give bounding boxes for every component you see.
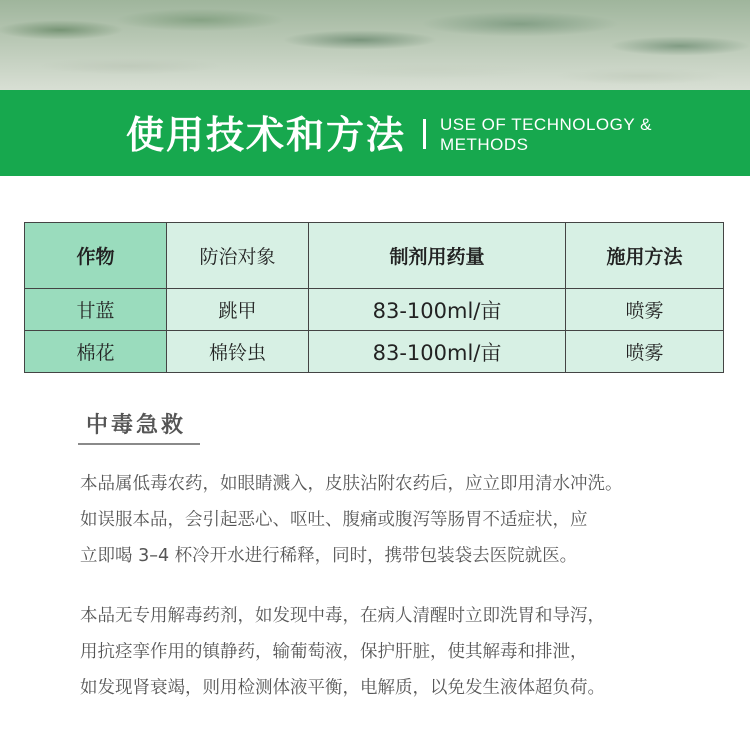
page-subtitle — [440, 115, 700, 155]
cell-method: 喷雾 — [566, 289, 724, 331]
header-dosage: 制剂用药量 — [309, 223, 566, 289]
cell-target: 跳甲 — [167, 289, 309, 331]
treatment-paragraph — [80, 598, 700, 706]
page-title: 使用技术和方法 — [126, 113, 407, 157]
subtitle-line: USE OF TECHNOLOGY & — [440, 115, 652, 134]
cell-dosage: 83-100ml/亩 — [309, 289, 566, 331]
paragraph-line: 本品属低毒农药，如眼睛溅入，皮肤沾附农药后，应立即用清水冲洗。 — [80, 474, 623, 494]
table-row — [25, 331, 724, 373]
cell-target: 棉铃虫 — [167, 331, 309, 373]
paragraph-line: 本品无专用解毒药剂，如发现中毒，在病人清醒时立即洗胃和导泻， — [80, 606, 605, 626]
cell-method: 喷雾 — [566, 331, 724, 373]
header-target: 防治对象 — [167, 223, 309, 289]
table-row — [25, 289, 724, 331]
subtitle-line: METHODS — [440, 135, 529, 154]
paragraph-line: 用抗痉挛作用的镇静药，输葡萄液，保护肝脏，使其解毒和排泄， — [80, 642, 588, 662]
first-aid-paragraph — [80, 466, 700, 574]
header-method: 施用方法 — [566, 223, 724, 289]
header-crop: 作物 — [25, 223, 167, 289]
first-aid-title: 中毒急救 — [86, 413, 187, 438]
title-underline — [78, 443, 200, 445]
header-photo — [0, 0, 750, 90]
cell-dosage: 83-100ml/亩 — [309, 331, 566, 373]
title-divider — [423, 119, 426, 149]
paragraph-line: 如误服本品，会引起恶心、呕吐、腹痛或腹泻等肠胃不适症状，应 — [80, 510, 588, 530]
cell-crop: 棉花 — [25, 331, 167, 373]
paragraph-line: 如发现肾衰竭，则用检测体液平衡，电解质，以免发生液体超负荷。 — [80, 678, 605, 698]
paragraph-line: 立即喝 3–4 杯冷开水进行稀释，同时，携带包装袋去医院就医。 — [80, 546, 578, 566]
cell-crop: 甘蓝 — [25, 289, 167, 331]
usage-table — [24, 222, 724, 373]
table-header-row — [25, 223, 724, 289]
